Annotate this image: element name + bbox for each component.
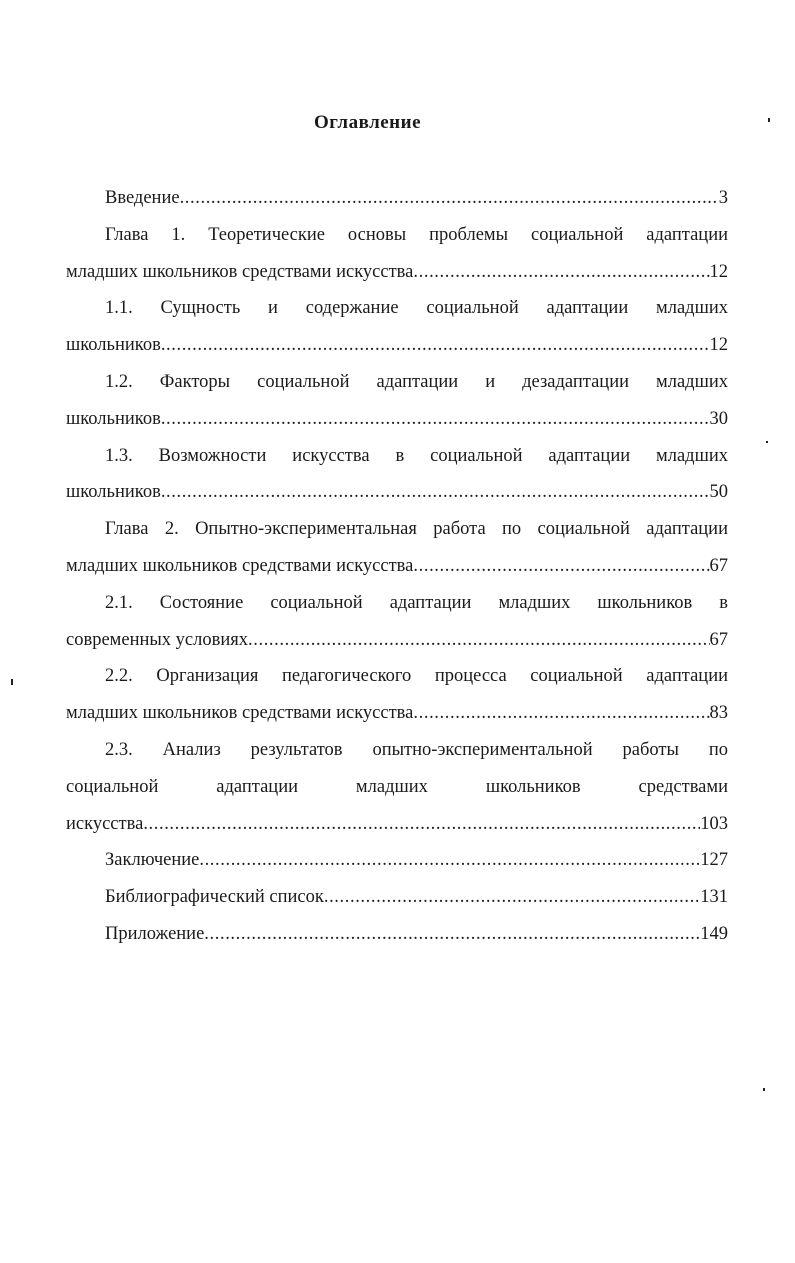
toc-page-number: 50 — [709, 482, 728, 503]
dot-leader — [413, 548, 709, 585]
toc-entry-label: младших школьников средствами искусства — [66, 555, 414, 576]
dot-leader — [248, 622, 709, 659]
toc-entry-section-1-3[interactable] — [66, 474, 728, 511]
toc-entry-section-2-3[interactable] — [66, 806, 728, 843]
toc-entry-appendix[interactable] — [66, 916, 728, 953]
scan-speck — [768, 118, 770, 122]
dot-leader — [161, 474, 710, 511]
toc-entry-section-1-2[interactable] — [66, 401, 728, 438]
dot-leader — [204, 916, 700, 953]
page-title: Оглавление — [313, 112, 422, 133]
toc-entry-label: искусства — [66, 813, 144, 834]
dot-leader — [413, 254, 709, 291]
toc-entry-label: Введение — [105, 188, 180, 208]
toc-entry-label: младших школьников средствами искусства — [66, 261, 414, 282]
toc-entry-section-2-2[interactable] — [66, 695, 728, 732]
toc-entry-label: школьников — [66, 482, 161, 503]
toc-page-number: 103 — [700, 813, 728, 834]
toc-page-number: 12 — [709, 261, 728, 282]
toc-entry-label: современных условиях — [66, 629, 249, 650]
toc-page-number: 127 — [700, 850, 728, 871]
dot-leader — [199, 842, 700, 879]
toc-entry-label: школьников — [66, 335, 161, 356]
toc-entry-chapter-1[interactable] — [66, 254, 728, 291]
toc-entry-label: Заключение — [105, 850, 200, 871]
toc-page-number: 149 — [700, 923, 728, 944]
dot-leader — [180, 180, 719, 217]
toc-page-number: 12 — [709, 335, 728, 356]
toc-entry-bibliography[interactable] — [66, 879, 728, 916]
toc-entry-section-1-2-line1[interactable]: 1.2. Факторы социальной адаптации и дезадаптации младших — [105, 371, 728, 392]
toc-page-number: 30 — [709, 408, 728, 429]
toc-entry-section-2-2-line1[interactable]: 2.2. Организация педагогического процесса социальной адаптации — [105, 666, 728, 687]
toc-entry-section-1-1-line1[interactable]: 1.1. Сущность и содержание социальной адаптации младших — [105, 298, 728, 319]
toc-entry-section-1-1[interactable] — [66, 327, 728, 364]
toc-entry-label: Приложение — [105, 923, 205, 944]
toc-entry-label: школьников — [66, 408, 161, 429]
toc-entry-section-2-3-line2[interactable]: социальной адаптации младших школьников средствами — [66, 776, 728, 797]
toc-page-number: 67 — [709, 629, 728, 650]
dot-leader — [161, 401, 710, 438]
scan-speck — [763, 1088, 765, 1091]
toc-entry-conclusion[interactable] — [66, 842, 728, 879]
toc-entry-chapter-1-line1[interactable]: Глава 1. Теоретические основы проблемы социальной адаптации — [105, 224, 728, 245]
dot-leader — [413, 695, 709, 732]
toc-page-number: 131 — [700, 887, 728, 908]
dot-leader — [161, 327, 710, 364]
dot-leader — [143, 806, 700, 843]
toc-entry-section-2-1[interactable] — [66, 622, 728, 659]
toc-entry-chapter-2-line1[interactable]: Глава 2. Опытно-экспериментальная работа по социальной адаптации — [105, 519, 728, 540]
toc-entry-label: младших школьников средствами искусства — [66, 703, 414, 724]
toc-entry-chapter-2[interactable] — [66, 548, 728, 585]
toc-page-number: 83 — [709, 703, 728, 724]
toc-page-number: 67 — [709, 555, 728, 576]
dot-leader — [324, 879, 700, 916]
toc-entry-intro[interactable] — [66, 180, 728, 217]
toc-entry-section-2-1-line1[interactable]: 2.1. Состояние социальной адаптации младших школьников в — [105, 592, 728, 613]
scan-speck — [11, 679, 13, 685]
toc-entry-label: Библиографический список — [105, 887, 324, 908]
toc-page-number: 3 — [718, 188, 728, 208]
toc-entry-section-1-3-line1[interactable]: 1.3. Возможности искусства в социальной адаптации младших — [105, 445, 728, 466]
toc-entry-section-2-3-line1[interactable]: 2.3. Анализ результатов опытно-экспериментальной работы по — [105, 739, 728, 760]
scan-speck — [766, 441, 768, 443]
table-of-contents — [66, 180, 728, 953]
